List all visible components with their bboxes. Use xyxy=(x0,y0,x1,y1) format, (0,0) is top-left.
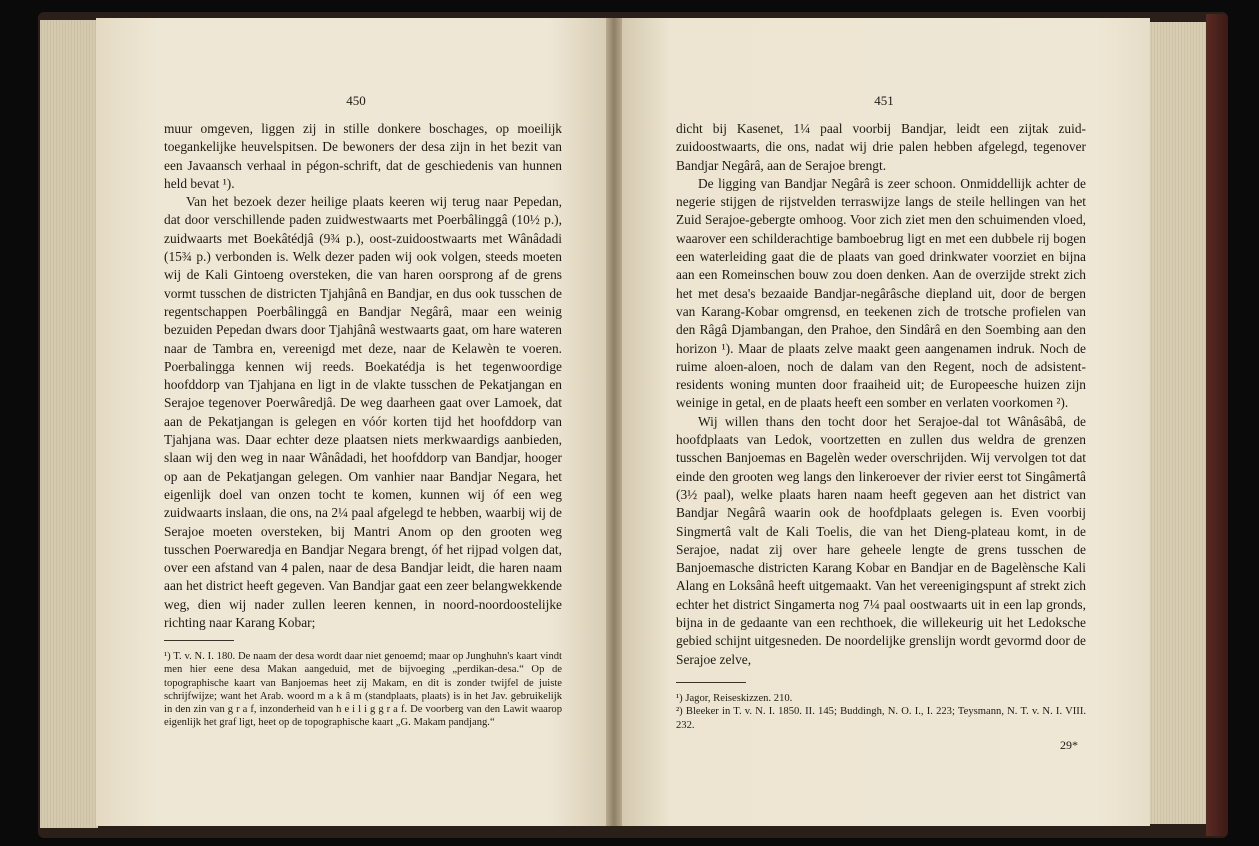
right-footnotes xyxy=(676,692,1086,732)
right-footnote-rule xyxy=(676,682,746,683)
left-footnote-rule xyxy=(164,640,234,641)
right-page-body xyxy=(676,120,1086,669)
left-page-number: 450 xyxy=(346,93,366,108)
right-paragraph-1: dicht bij Kasenet, 1¼ paal voorbij Bandjar, leidt een zijtak zuid-zuidoostwaarts, die ons, nadat wij drie palen hebben afgelegd, tegenover Bandjar Negârâ, aan de Serajoe brengt. xyxy=(676,121,1086,173)
book-gutter xyxy=(606,18,622,826)
page-edges-right xyxy=(1150,22,1208,824)
left-paragraph-1: muur omgeven, liggen zij in stille donkere boschages, op moeilijk toegankelijke heuvelspitsen. De bewoners der desa zijn in het bezit van een Javaansch verhaal in pégon-schrift, dat de geschiedenis van hunnen held bevat ¹). xyxy=(164,121,562,191)
right-paragraph-3: Wij willen thans den tocht door het Serajoe-dal tot Wânâsâbâ, de hoofdplaats van Ledok, voortzetten en zullen dus weldra de grenzen tusschen Banjoemas en Bagelèn weder overschrijden. Wij vervolgen tot dat einde den grooten weg langs den linkeroever der rivier eerst tot Singâmertâ (3½ paal), welke plaats haren naam heeft gegeven aan het district van Bandjar Negârâ waarin ook de hoofdplaats gelegen is. Even voorbij Singmertâ valt de Kali Toelis, die van het Dieng-plateau komt, in de Serajoe, nadat zij over hare geheele lengte de grens tusschen de Banjoemasche districten Karang Kobar en Bandjar en de Bagelènsche Kali Alang en Loksânâ heeft uitgemaakt. Van het vereenigingspunt af strekt zich echter het district Singamerta nog 7¼ paal oostwaarts uit in een lap gronds, bijna in de gedaante van een rechthoek, die willekeurig uit het Ledoksche gebied schijnt uitgesneden. De noordelijke grenslijn wordt gevormd door de Serajoe zelve, xyxy=(676,413,1086,667)
printer-signature: 29* xyxy=(1060,738,1078,752)
page-edges-left xyxy=(40,20,98,828)
left-footnote-1: ¹) T. v. N. I. 180. De naam der desa wordt daar niet genoemd; maar op Junghuhn's kaart vindt men hier eene desa Makan aangeduid, met de bijvoeging „perdikan-desa.“ Op de topographische kaart van Banjoemas heet zij Makam, en dit is zonder twijfel de juiste schrijfwijze; want het Arab. woord m a k â m (standplaats, plaats) is in het Jav. gebruikelijk in den zin van g r a f, inzonderheid van h e i l i g g r a f. De voorberg van den Lawit waarop eigenlijk het graf ligt, heet op de topographische kaart „G. Makam pandjang.“ xyxy=(164,651,562,729)
left-footnotes xyxy=(164,650,562,730)
right-footnote-2: ²) Bleeker in T. v. N. I. 1850. II. 145; Buddingh, N. O. I., I. 223; Teysmann, N. T. v. N. I. VIII. 232. xyxy=(676,706,1086,731)
right-page-number: 451 xyxy=(874,93,894,108)
right-footnote-1: ¹) Jagor, Reiseskizzen. 210. xyxy=(676,693,793,704)
book-cover-right xyxy=(1206,14,1228,836)
left-paragraph-2: Van het bezoek dezer heilige plaats keeren wij terug naar Pepedan, dat door verschillende paden zuidwestwaarts met Poerbâlinggâ (10½ p.), zuidwaarts met Boekâtédjâ (9¾ p.), oost-zuidoostwaarts met Wânâdadi (15¾ p.) verbonden is. Welk dezer paden wij ook volgen, steeds moeten wij de Kali Gintoeng oversteken, die van haren oorsprong af de grens vormt tusschen de districten Tjahjânâ en Bandjar, en dus ook tusschen de regentschappen Poerbâlinggâ en Bandjar Negârâ, maar een weinig bezuiden Pepedan dwars door Tjahjânâ westwaarts gaat, om hare wateren naar de Tambra en, vereenigd met deze, naar de Kelawèn te voeren. Poerbalingga kennen wij reeds. Boekatédja is het tegenwoordige hoofddorp van Tjahjana en ligt in de vlakte tusschen de Pekatjangan en Serajoe tegenover Poerwâredjâ. De weg daarheen gaat over Lamoek, dat aan de Pekatjangan is gelegen en vóór korten tijd het hoofddorp van Tjahjana was. Daar echter deze plaatsen niets merkwaardigs aanbieden, slaan wij den weg in naar Wânâdadi, het hoofddorp van Bandjar, hooger op aan de Pekatjangan gelegen. Om vanhier naar Bandjar Negara, het eigenlijk doel van onzen tocht te komen, kunnen wij óf een weg zuidwaarts inslaan, die ons, na 2¼ paal afgelegd te hebben, waarbij wij de Serajoe moeten oversteken, bij Mantri Anom op den grooten weg tusschen Poerwaredja en Bandjar Negara brengt, óf het rijpad volgen dat, over een afstand van 4 palen, naar de desa Bandjar leidt, die haren naam aan het district heeft gegeven. Van Bandjar gaat een zeer belangwekkende weg, dien wij nader zullen leeren kennen, in noord-noordoostelijke richting naar Karang Kobar; xyxy=(164,194,562,631)
right-paragraph-2: De ligging van Bandjar Negârâ is zeer schoon. Onmiddellijk achter de negerie stijgen de rijstvelden terraswijze langs de steile hellingen van het Zuid Serajoe-gebergte omhoog. Voor zich ziet men den schuimenden vloed, waarover een schilderachtige bamboebrug ligt en met een dubbele rij bogen een waterleiding gaat die de plaats van goed drinkwater voorziet en bijna aan een Romeinschen bouw zou doen denken. Aan de overzijde strekt zich het met desa's bezaaide Bandjar-negârâsche diepland uit, door de bergen van Karang-Kobar omgrensd, en teekenen zich de trotsche profielen van den Râgâ Djambangan, den Prahoe, den Sindârâ en den Soembing aan den horizon ¹). Maar de plaats zelve maakt geen aangenamen indruk. Noch de ruime aloen-aloen, noch de dalam van den Regent, noch de adsistent-residents woning munten door fraaiheid uit; de Europeesche huizen zijn weinige in getal, en de plaats heeft een somber en verlaten voorkomen ²). xyxy=(676,175,1086,411)
left-page-body xyxy=(164,120,562,632)
